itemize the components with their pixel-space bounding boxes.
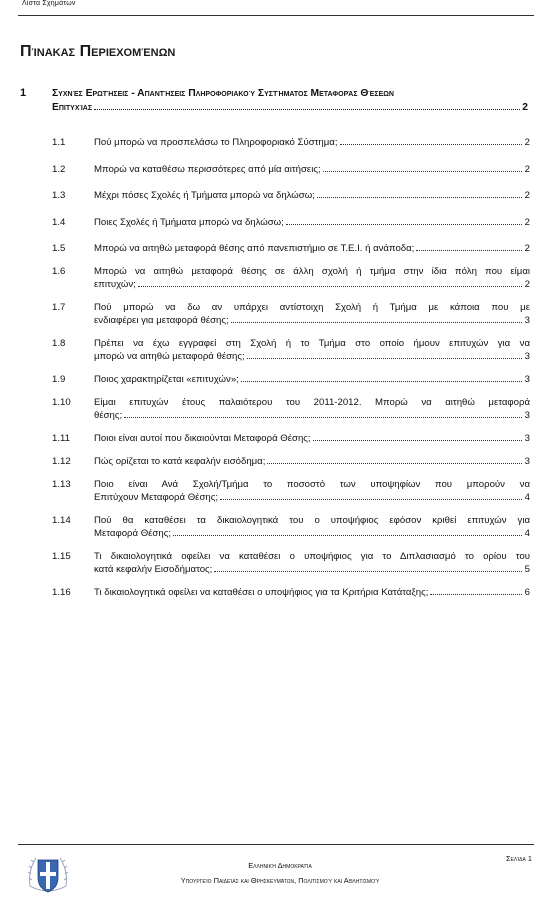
dot-leader [323,170,522,172]
toc-entry-text: Μπορώ να καταθέσω περισσότερες από μία αιτήσεις; [94,163,321,175]
toc-entry-text: Πού μπορώ να προσπελάσω το Πληροφοριακό Σύστημα; [94,137,338,148]
dot-leader [313,439,522,441]
dot-leader [430,593,522,595]
toc-entries-list [52,136,530,599]
toc-entry-text: Πού μπορώ να δω αν υπάρχει αντίστοιχη Σχολή ή Τμήμα με κάποια που με [94,301,530,313]
page-number: Σελίδα 1 [505,854,532,863]
toc-entry-page: 3 [524,350,530,362]
toc-entry[interactable] [52,373,530,386]
toc-entry-number: 1.1 [52,137,66,148]
toc-entry-number: 1.6 [52,265,66,277]
toc-entry-page: 4 [524,527,530,539]
header-divider [18,15,534,16]
footer-ministry [150,858,410,888]
toc-entry[interactable] [52,216,530,229]
toc-entry[interactable] [52,242,530,255]
greek-coat-of-arms-icon [26,850,70,898]
toc-entry-text: Επιτύχουν Μεταφορά Θέσης; [94,491,218,503]
toc-entry-text: κατά κεφαλήν Εισοδήματος; [94,563,213,575]
toc-entry-text: Μπορώ να αιτηθώ μεταφορά θέσης από πανεπιστήμιο σε Τ.Ε.Ι. ή ανάποδα; [94,243,415,255]
dot-leader [286,223,522,225]
toc-entry-text: Ποιες Σχολές ή Τμήματα μπορώ να δηλώσω; [94,216,284,228]
toc-entry-text: Είμαι επιτυχών έτους παλαιότερου του 2011-2012. Μπορώ να αιτηθώ μεταφορά [94,396,530,408]
toc-section-title-line1: Συχνές Ερωτήσεις - Απαντήσεις Πληροφοριακού Συστήματος Μεταφοράς Θέσεων [52,88,394,99]
toc-entry-page: 3 [524,314,530,326]
toc-entry-number: 1.3 [52,190,66,202]
toc-entry-page: 3 [524,373,530,385]
toc-entry-text: Τι δικαιολογητικά οφείλει να καταθέσει ο υποψήφιος για το Διπλασιασμό το ορίου του [94,550,530,562]
toc-entry-text: Ποιος χαρακτηρίζεται «επιτυχών»; [94,373,239,385]
running-header: Λίστα Σχημάτων [22,0,76,7]
toc-entry-page: 2 [524,163,530,175]
footer-divider [18,844,534,845]
toc-entry-page: 5 [524,563,530,575]
toc-entry-page: 2 [524,137,530,148]
toc-entry-text: ενδιαφέρει για μεταφορά θέσης; [94,314,229,326]
toc-entry-text: Μπορώ να αιτηθώ μεταφορά θέσης σε άλλη σχολή ή τμήμα στην ίδια πόλη που είμαι [94,265,530,277]
dot-leader [317,196,522,198]
toc-entry[interactable] [52,136,530,149]
toc-section-page: 2 [522,102,528,113]
footer-line-1: Ελληνική Δημοκρατία [248,861,312,870]
toc-entry-text: Ποιοι είναι αυτοί που δικαιούνται Μεταφορά Θέσης; [94,432,311,444]
dot-leader [124,416,522,418]
toc-entry-number: 1.7 [52,301,66,313]
dot-leader [231,321,522,323]
dot-leader [340,143,523,145]
dot-leader [220,498,522,500]
toc-entry-number: 1.10 [52,396,71,408]
dot-leader [247,357,522,359]
toc-entry[interactable] [52,478,530,504]
dot-leader [173,534,522,536]
toc-entry-page: 2 [524,278,530,290]
dot-leader [214,570,522,572]
toc-title: Πίνακας Περιεχομένων [20,43,176,60]
toc-entry[interactable] [52,396,530,422]
toc-entry-text: Πού θα καταθέσει τα δικαιολογητικά του ο υποψήφιος εφόσον κριθεί επιτυχών για [94,514,530,526]
toc-entry-page: 2 [524,216,530,228]
toc-entry-number: 1.11 [52,432,70,444]
toc-entry-page: 3 [524,432,530,444]
toc-entry-page: 4 [524,491,530,503]
toc-entry-number: 1.15 [52,550,71,562]
toc-entry[interactable] [52,189,530,202]
toc-entry-number: 1.13 [52,478,71,490]
toc-entry[interactable] [52,455,530,468]
toc-entry[interactable] [52,432,530,445]
toc-entry-number: 1.8 [52,337,66,349]
toc-entry-text: Πώς ορίζεται το κατά κεφαλήν εισόδημα; [94,455,266,467]
toc-entry-number: 1.12 [52,455,71,467]
toc-entry-page: 2 [524,243,530,255]
dot-leader [416,249,522,251]
footer-line-2: Υπουργείο Παιδείας και Θρησκευμάτων, Πολιτισμού και Αθλητισμού [180,876,380,885]
dot-leader [267,462,522,464]
toc-entry-text: Ποιο είναι Ανά Σχολή/Τμήμα το ποσοστό των υποψηφίων που μπορούν να [94,478,530,490]
toc-entry-text: επιτυχών; [94,278,136,290]
toc-entry-number: 1.16 [52,586,71,598]
toc-entry-text: Πρέπει να έχω εγγραφεί στη Σχολή ή το Τμήμα στο οποίο ήμουν επιτυχών για να [94,337,530,349]
toc-entry-page: 6 [524,586,530,598]
dot-leader [241,380,522,382]
toc-entry[interactable] [52,514,530,540]
toc-section-title-line2: Επιτυχίας [52,102,93,113]
toc-entry[interactable] [52,586,530,599]
toc-entry[interactable] [52,265,530,291]
toc-entry[interactable] [52,301,530,327]
toc-entry-text: μπορώ να αιτηθώ μεταφορά θέσης; [94,350,245,362]
toc-entry-number: 1.14 [52,514,71,526]
toc-entry[interactable] [52,550,530,576]
toc-entry[interactable] [52,163,530,176]
toc-entry-page: 2 [524,190,530,202]
toc-entry-page: 3 [524,455,530,467]
toc-entry[interactable] [52,337,530,363]
toc-entry-text: Μεταφορά Θέσης; [94,527,171,539]
dot-leader [94,108,520,110]
toc-entry-number: 1.9 [52,373,66,385]
toc-entry-number: 1.5 [52,243,66,255]
toc-entry-number: 1.2 [52,163,66,175]
toc-entry-number: 1.4 [52,216,66,228]
toc-entry-page: 3 [524,409,530,421]
toc-entry-text: θέσης; [94,409,123,421]
toc-entry-text: Μέχρι πόσες Σχολές ή Τμήματα μπορώ να δηλώσω; [94,190,315,202]
toc-section-number: 1 [20,87,27,99]
dot-leader [138,285,522,287]
toc-entry-text: Τι δικαιολογητικά οφείλει να καταθέσει ο υποψήφιος για τα Κριτήρια Κατάταξης; [94,586,429,598]
